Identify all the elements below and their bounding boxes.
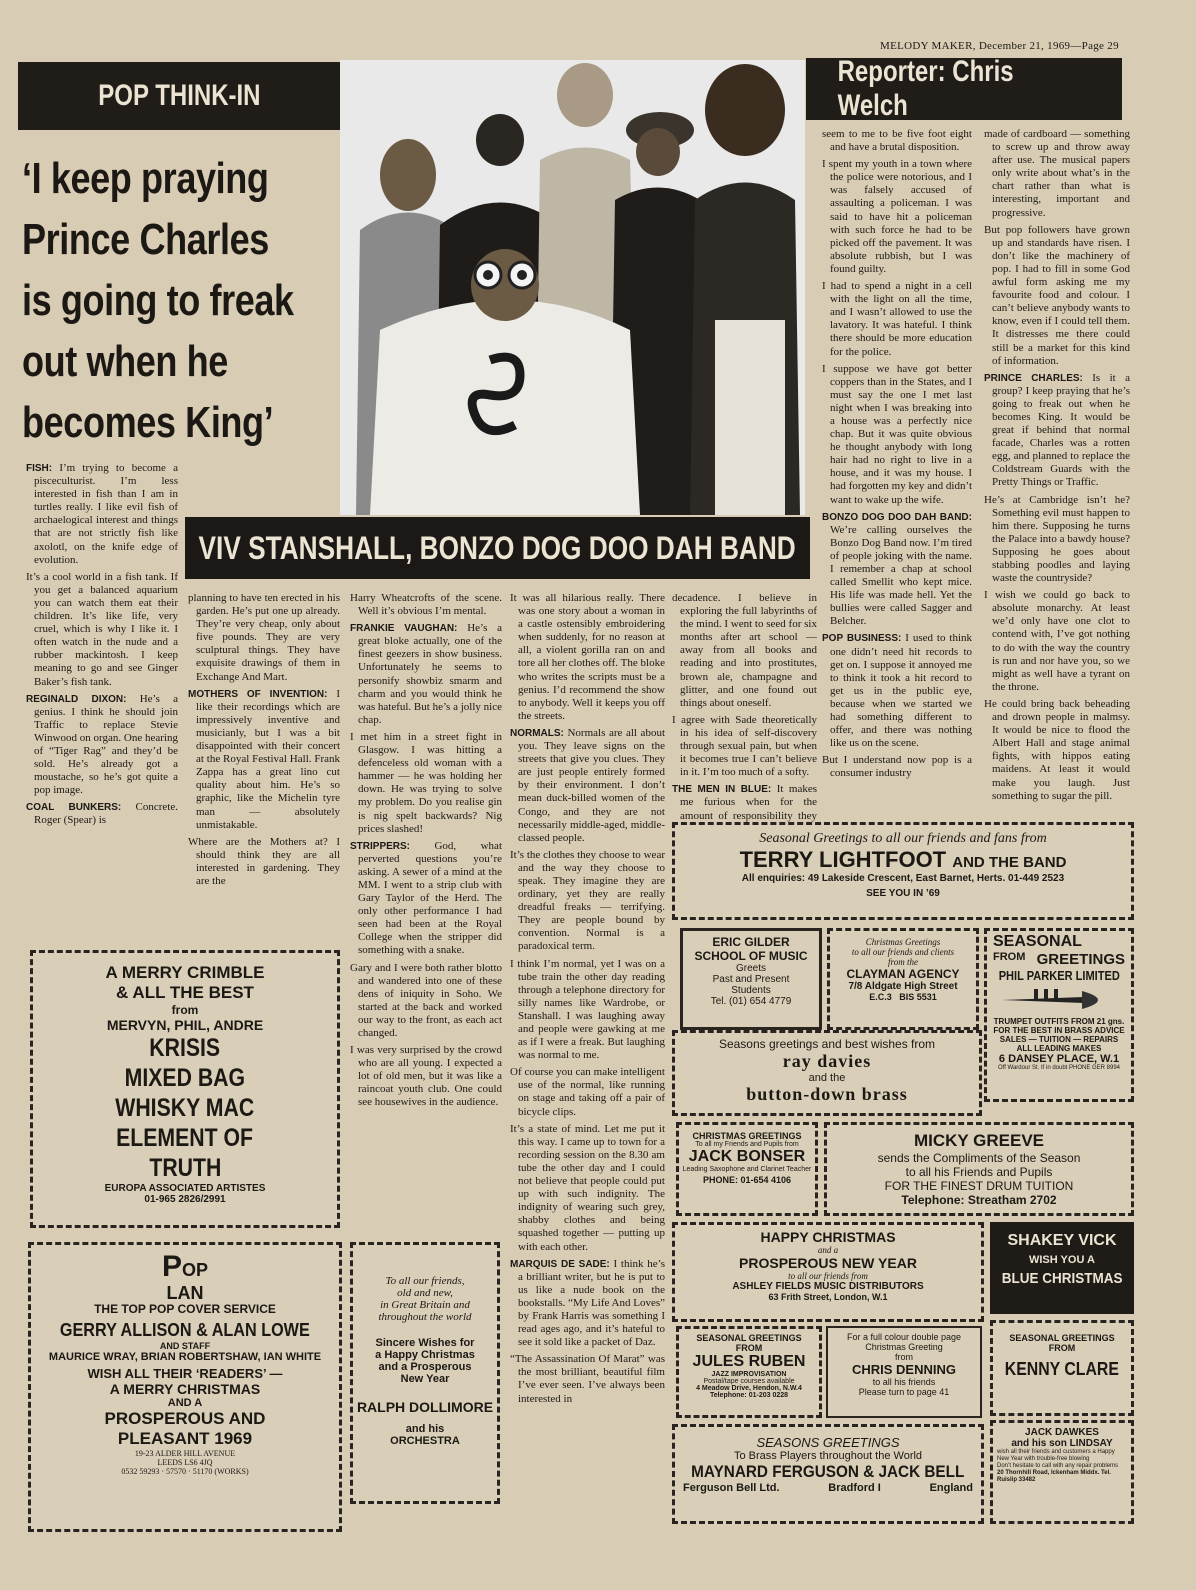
paragraph: I had to spend a night in a cell with the light on all the time, and I wasn’t allowed to use the lavatory. It was hateful. I think there should be more education for the police. bbox=[822, 280, 972, 358]
ad-kenny-clare: SEASONAL GREETINGS FROM KENNY CLARE bbox=[990, 1320, 1134, 1416]
photo-caption: VIV STANSHALL, BONZO DOG DOO DAH BAND bbox=[185, 517, 810, 579]
reporter-banner: Reporter: Chris Welch bbox=[806, 58, 1122, 120]
paragraph: decadence. I believe in exploring the full labyrinths of the mind. I went to seed for six months after art school — away from all books and reading and into prostitutes, brown ale, champagne and glitter, and one found out things about oneself. bbox=[672, 592, 817, 709]
trumpet-icon bbox=[994, 983, 1124, 1017]
paragraph: STRIPPERS: God, what perverted questions you’re asking. A sewer of a mind at the MM. I went to a strip club with Gary Taylor of the Herd. The only other performance I had seen had been at the Royal College when the stripper did something with a snake. bbox=[350, 839, 502, 957]
column-2 bbox=[188, 592, 340, 942]
ad-phil-parker: SEASONAL FROM GREETINGS PHIL PARKER LIMITED TRUMPET OUTFITS FROM 21 gns. FOR THE BEST IN BRASS ADVICE SALES — TUITION — REPAIRS ALL LEADING MAKES 6 DANSEY PLACE, W.1 Off Wardour St. If in doubt PHONE GER 8994 bbox=[984, 928, 1134, 1102]
ad-chris-denning: For a full colour double page Christmas Greeting from CHRIS DENNING to all his friends Please turn to page 41 bbox=[826, 1326, 982, 1418]
ad-maynard-ferguson: SEASONS GREETINGS To Brass Players throughout the World MAYNARD FERGUSON & JACK BELL Ferguson Bell Ltd. Bradford I England bbox=[672, 1424, 984, 1524]
paragraph: FISH: I’m trying to become a pisceculturist. I’m less interested in fish than I am in turtles really. I like evil fish of archaelogical interest and things that are not strictly fish like axolotl, on the knife edge of evolution. bbox=[26, 462, 178, 566]
ad-krisis: A MERRY CRIMBLE & ALL THE BEST from MERVYN, PHIL, ANDRE KRISIS MIXED BAG WHISKY MAC ELEMENT OF TRUTH EUROPA ASSOCIATED ARTISTES 01-965 2826/2991 bbox=[30, 950, 340, 1228]
ad-ashley-fields: HAPPY CHRISTMAS and a PROSPEROUS NEW YEAR to all our friends from ASHLEY FIELDS MUSIC DISTRIBUTORS 63 Frith Street, London, W.1 bbox=[672, 1222, 984, 1322]
paragraph: BONZO DOG DOO DAH BAND: We’re calling ourselves the Bonzo Dog Band now. I’m tired of people joking with the name. I remember a chap at school called Smellit who kept mice. His life was made hell. Yet the bullies were called Sagger and Belcher. bbox=[822, 511, 972, 628]
ad-ray-davies: Seasons greetings and best wishes from ray davies and the button-down brass bbox=[672, 1030, 982, 1116]
paragraph: THE MEN IN BLUE: It makes me furious when for the amount of responsibility they bbox=[672, 783, 818, 822]
paragraph: But pop followers have grown up and standards have risen. I don’t like the machinery of pop. I had to fill in some God awful form asking me my favourite food and colour. I can’t believe anybody wants to know, even if I could tell them. It distresses me there could still be a market for this kind of information. bbox=[984, 223, 1130, 367]
paragraph: It’s the clothes they choose to wear and the way they choose to speak. They imagine they are ordinary, yet they are really dreadful freaks — terrifying. They are people bound by convention. Normal is a paradoxical term. bbox=[510, 848, 665, 953]
paragraph: COAL BUNKERS: Concrete. Roger (Spear) is bbox=[26, 801, 178, 827]
paragraph: He’s at Cambridge isn’t he? Something evil must happen to him there. Supposing he turns the Palace into a bawdy house? Supposing he goes about stabbing poodles and laying waste the countryside? bbox=[984, 493, 1130, 585]
paragraph: I was very surprised by the crowd who are all young. I expected a lot of old men, but it was like a raincoat youth club. One could see housewives in the audience. bbox=[350, 1044, 502, 1109]
ad-shakey-vick: SHAKEY VICK WISH YOU A BLUE CHRISTMAS bbox=[990, 1222, 1134, 1314]
paragraph: Gary and I were both rather blotto and wandered into one of these dens of iniquity in Soho. We started at the back and worked our way to the front, as each act changed. bbox=[350, 961, 502, 1039]
paragraph: It was all hilarious really. There was one story about a woman in a castle ostensibly embroidering when suddenly, for no reason at all, a violent gorilla ran on and tore all her clothes off. The bloke who writes the scripts must be a genius. I’d recommend the show to anybody. Well it keeps you off the streets. bbox=[510, 592, 665, 722]
paragraph: It’s a cool world in a fish tank. If you get a balanced aquarium you can watch them eat their children. It’s like life, very cruel, which is why I like it. I often watch in the nude and a rubber mackintosh. I keep meaning to go and see Ginger Baker’s fish tank. bbox=[26, 570, 178, 688]
column-7 bbox=[984, 128, 1130, 816]
ad-pop-plan: POP LAN THE TOP POP COVER SERVICE GERRY ALLISON & ALAN LOWE AND STAFF MAURICE WRAY, BRIAN ROBERTSHAW, IAN WHITE WISH ALL THEIR ‘READERS’ — A MERRY CHRISTMAS AND A PROSPEROUS AND PLEASANT 1969 19-23 ALDER HILL AVENUE LEEDS LS6 4JQ 0532 59293 · 57570 · 51170 (WORKS) bbox=[28, 1242, 342, 1532]
ad-micky-greeve: MICKY GREEVE sends the Compliments of the Season to all his Friends and Pupils FOR THE FINEST DRUM TUITION Telephone: Streatham 2702 bbox=[824, 1122, 1134, 1216]
page-header: MELODY MAKER, December 21, 1969—Page 29 bbox=[880, 40, 1119, 52]
headline: ‘I keep praying Prince Charles is going to freak out when he becomes King’ bbox=[22, 154, 294, 447]
column-4 bbox=[510, 592, 665, 1522]
paragraph: I spent my youth in a town where the police were notorious, and I was falsely accused of assaulting a policeman. I was said to have hit a policeman with such force he had to be picked off the pavement. It was absolute rubbish, but I was found guilty. bbox=[822, 158, 972, 275]
paragraph: POP BUSINESS: I used to think one didn’t need hit records to get on. I suppose it annoyed me to think it took a hit record to get us in the public eye, because when we started we had something different to offer, and there was nothing like us on the scene. bbox=[822, 632, 973, 750]
paragraph: REGINALD DIXON: He’s a genius. I think he should join Traffic to replace Stevie Winwood on organ. One hearing of “Tiger Rag” and they’d be sold. He’s already got a moustache, so he’s got quite a pop image. bbox=[26, 692, 178, 797]
ad-eric-gilder: ERIC GILDER SCHOOL OF MUSIC Greets Past and Present Students Tel. (01) 654 4779 bbox=[680, 928, 822, 1030]
paragraph: NORMALS: Normals are all about you. They leave signs on the streets that give you clues. They are just people entirely formed by their environment. I don’t mean duck-billed women of the Congo, and they are not necessarily middle-aged, middle-classed people. bbox=[510, 726, 665, 844]
column-3 bbox=[350, 592, 502, 1232]
ad-jack-bonser: CHRISTMAS GREETINGS To all my Friends and Pupils from JACK BONSER Leading Saxophone and Clarinet Teacher PHONE: 01-654 4106 bbox=[676, 1122, 818, 1216]
ad-terry-lightfoot: Seasonal Greetings to all our friends and fans from TERRY LIGHTFOOT AND THE BAND All enquiries: 49 Lakeside Crescent, East Barnet, Herts. 01-449 2523 SEE YOU IN ’69 bbox=[672, 822, 1134, 920]
band-photo bbox=[340, 60, 805, 515]
paragraph: MARQUIS DE SADE: I think he’s a brilliant writer, but he is put to us like a nude book on the bookstalls. “My Life And Loves” by Frank Harris was something I read ages ago, and it’s hateful to see it sold like a packet of Daz. bbox=[510, 1257, 665, 1349]
paragraph: MOTHERS OF INVENTION: I like their recordings which are impressively inventive and musicianly, but I was a bit disappointed with their concert at the Royal Festival Hall. Frank Zappa has a great lino cut quality about him. He’s so graphic, like the Michelin tyre man — absolutely unmistakable. bbox=[188, 687, 340, 831]
paragraph: Of course you can make intelligent use of the normal, like running on stage and taking off a pair of bicycle clips. bbox=[510, 1066, 665, 1118]
section-banner: POP THINK-IN bbox=[18, 62, 340, 130]
paragraph: Harry Wheatcrofts of the scene. Well it’s obvious I’m mental. bbox=[350, 592, 502, 618]
paragraph: “The Assassination Of Marat” was the most brilliant, beautiful film I’ve ever seen. I’ve always been interested in bbox=[510, 1353, 665, 1405]
ad-jack-dawkes: JACK DAWKES and his son LINDSAY wish all their friends and customers a Happy New Year with trouble-free blowing Don’t hesitate to call with any repair problems 20 Thornhill Road, Ickenham Middx. Tel. Ruislip 33482 bbox=[990, 1420, 1134, 1524]
column-6 bbox=[822, 128, 972, 816]
ad-jules-ruben: SEASONAL GREETINGS FROM JULES RUBEN JAZZ IMPROVISATION Postal/tape courses available 4 Meadow Drive, Hendon, N.W.4 Telephone: 01-203 0228 bbox=[676, 1326, 822, 1418]
paragraph: FRANKIE VAUGHAN: He’s a great bloke actually, one of the finest geezers in show business. Unfortunately he seems to personify showbiz smarm and charm and you would think he was hateful. But he’s a jolly nice chap. bbox=[350, 622, 503, 726]
paragraph: I think I’m normal, yet I was on a tube train the other day reading through a telephone directory for silly names like Wardrobe, or Stanshall. I was laughing away and people were gawking at me as if I were a freak. But laughing was normal to me. bbox=[510, 957, 665, 1062]
paragraph: He could bring back beheading and drown people in malmsy. It would be nice to flood the Albert Hall and stage animal fights, with hippos eating maidens. At least it would make you laugh. Just something to sugar the pill. bbox=[984, 697, 1130, 802]
paragraph: I met him in a street fight in Glasgow. I was hitting a defenceless old woman with a hammer — he was holding her down. He was trying to solve my problem. Do you realise gin is nig spelt backwards? Nig prices slashed! bbox=[350, 730, 502, 835]
band-photo-illustration bbox=[340, 60, 805, 515]
paragraph: PRINCE CHARLES: Is it a group? I keep praying that he’s going to freak out when he becomes King. It would be great if behind that normal facade, Charles was a rotten egg, and planned to replace the Coldstream Guards with the Pretty Things or Traffic. bbox=[984, 371, 1130, 489]
ad-ralph-dollimore: To all our friends, old and new, in Great Britain and throughout the world Sincere Wishes for a Happy Christmas and a Prosperous New Year RALPH DOLLIMORE and his ORCHESTRA bbox=[350, 1242, 500, 1504]
paragraph: planning to have ten erected in his garden. He’s put one up already. They’re very cheap, only about five pounds. They are very sculptural things. They have exquisite drawings of them in Exchange And Mart. bbox=[188, 592, 340, 683]
paragraph: I wish we could go back to absolute monarchy. At least we’d only have one clot to contend with, I’ve got nothing to do with the way the country is run and nor have you, so we might as well have a tyrant on the throne. bbox=[984, 589, 1130, 693]
ad-clayman-agency: Christmas Greetings to all our friends and clients from the CLAYMAN AGENCY 7/8 Aldgate High Street E.C.3 BIS 5531 bbox=[827, 928, 979, 1030]
paragraph: I agree with Sade theoretically in his idea of self-discovery through sexual pain, but when it becomes true I can’t believe in it. I’m too much of a softy. bbox=[672, 713, 817, 779]
column-5 bbox=[672, 592, 818, 822]
paragraph: I suppose we have got better coppers than in the States, and I must say the one I met last night when I was breaking into a house was a perfectly nice chap. But it was quite obvious he thought anybody with long hair had no right to live in a house, and it was my house. I had forgotten my key and didn’t want to wake up the wife. bbox=[822, 362, 972, 506]
column-1 bbox=[26, 462, 178, 940]
paragraph: seem to me to be five foot eight and have a brutal disposition. bbox=[822, 128, 972, 154]
paragraph: made of cardboard — something to screw up and throw away after use. The musical papers only write about what’s in the chart rather than what is interesting, important and progressive. bbox=[984, 128, 1130, 219]
paragraph: But I understand now pop is a consumer industry bbox=[822, 754, 972, 780]
paragraph: Where are the Mothers at? I should think they are all interested in gardening. They are the bbox=[188, 835, 340, 887]
paragraph: It’s a state of mind. Let me put it this way. I came up to town for a recording session on the 8.30 am tube the other day and I could not believe that people could put up with such indignity. The indignity of wearing such grey, shabby clothes and being squashed together — putting up with each other. bbox=[510, 1122, 665, 1253]
